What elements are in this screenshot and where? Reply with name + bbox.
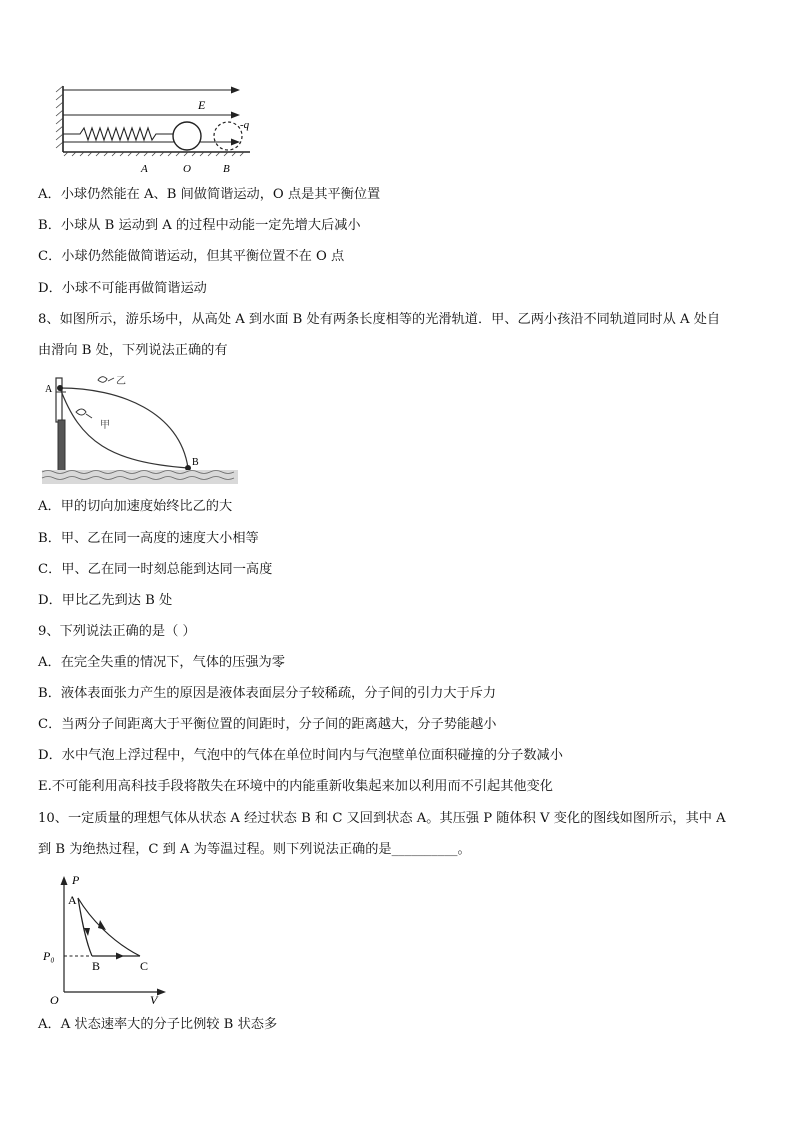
state-B-label: B: [92, 959, 101, 973]
ball-at-B: [214, 122, 242, 150]
q10-stem-line1: 10、一定质量的理想气体从状态 A 经过状态 B 和 C 又回到状态 A。其压强 P 随体积 V 变化的图线如图所示，其中 A: [38, 811, 726, 826]
child-yi-icon: [98, 377, 107, 383]
q10-stem-line2: 到 B 为绝热过程，C 到 A 为等温过程。则下列说法正确的是__________。: [38, 842, 471, 857]
slide-track-svg: [40, 372, 240, 487]
track-jia: [60, 388, 188, 468]
q7-option-b: B．小球从 B 运动到 A 的过程中动能一定先增大后减小: [38, 218, 361, 233]
spring-field-svg: [50, 82, 260, 178]
q8-option-c: C．甲、乙在同一时刻总能到达同一高度: [38, 562, 273, 577]
axis-P-label: P: [72, 873, 80, 887]
curve-ca: [78, 898, 140, 956]
spring-field-diagram: [50, 82, 260, 178]
ball-at-O: [173, 122, 201, 150]
q8-option-a: A．甲的切向加速度始终比乙的大: [38, 499, 233, 514]
q9-option-e: E.不可能利用高科技手段将散失在环境中的内能重新收集起来加以利用而不引起其他变化: [38, 779, 553, 794]
label-jia: 甲: [100, 420, 110, 431]
q7-option-c: C．小球仍然能做简谐运动，但其平衡位置不在 O 点: [38, 249, 345, 264]
q8-stem-line1: 8、如图所示，游乐场中，从高处 A 到水面 B 处有两条长度相等的光滑轨道．甲、乙两小孩沿不同轨道同时从 A 处自: [38, 312, 721, 327]
q10-option-a: A．A 状态速率大的分子比例较 B 状态多: [38, 1017, 278, 1032]
curve-ab: [78, 898, 92, 956]
q9-option-b: B．液体表面张力产生的原因是液体表面层分子较稀疏，分子间的引力大于斥力: [38, 686, 497, 701]
q9-stem: 9、下列说法正确的是（ ）: [38, 624, 196, 639]
label-E: E: [198, 98, 206, 112]
label-q: -q: [240, 119, 250, 131]
q9-option-c: C．当两分子间距离大于平衡位置的间距时，分子间的距离越大，分子势能越小: [38, 717, 497, 732]
q9-option-d: D．水中气泡上浮过程中，气泡中的气体在单位时间内与气泡壁单位面积碰撞的分子数减小: [38, 748, 563, 763]
pv-diagram: [42, 872, 172, 1004]
label-A: A: [45, 384, 53, 395]
label-O: O: [183, 163, 191, 175]
axis-V-label: V: [150, 993, 158, 1004]
origin-label: O: [50, 993, 59, 1004]
label-yi: 乙: [116, 376, 126, 387]
q8-option-b: B．甲、乙在同一高度的速度大小相等: [38, 531, 259, 546]
q8-stem-line2: 由滑向 B 处，下列说法正确的有: [38, 343, 228, 358]
q7-option-d: D．小球不可能再做简谐运动: [38, 281, 207, 296]
child-jia-icon: [76, 409, 86, 415]
q7-option-a: A．小球仍然能在 A、B 间做简谐运动，O 点是其平衡位置: [38, 187, 381, 202]
q9-option-a: A．在完全失重的情况下，气体的压强为零: [38, 655, 285, 670]
label-A: A: [141, 163, 148, 175]
pv-diagram-svg: [42, 872, 172, 1004]
state-C-label: C: [140, 959, 149, 973]
label-B: B: [192, 457, 199, 468]
state-A-label: A: [68, 893, 77, 907]
slide-track-diagram: [40, 372, 240, 487]
q8-option-d: D．甲比乙先到达 B 处: [38, 593, 173, 608]
p0-label: P₀: [43, 949, 55, 963]
label-B: B: [223, 163, 230, 175]
